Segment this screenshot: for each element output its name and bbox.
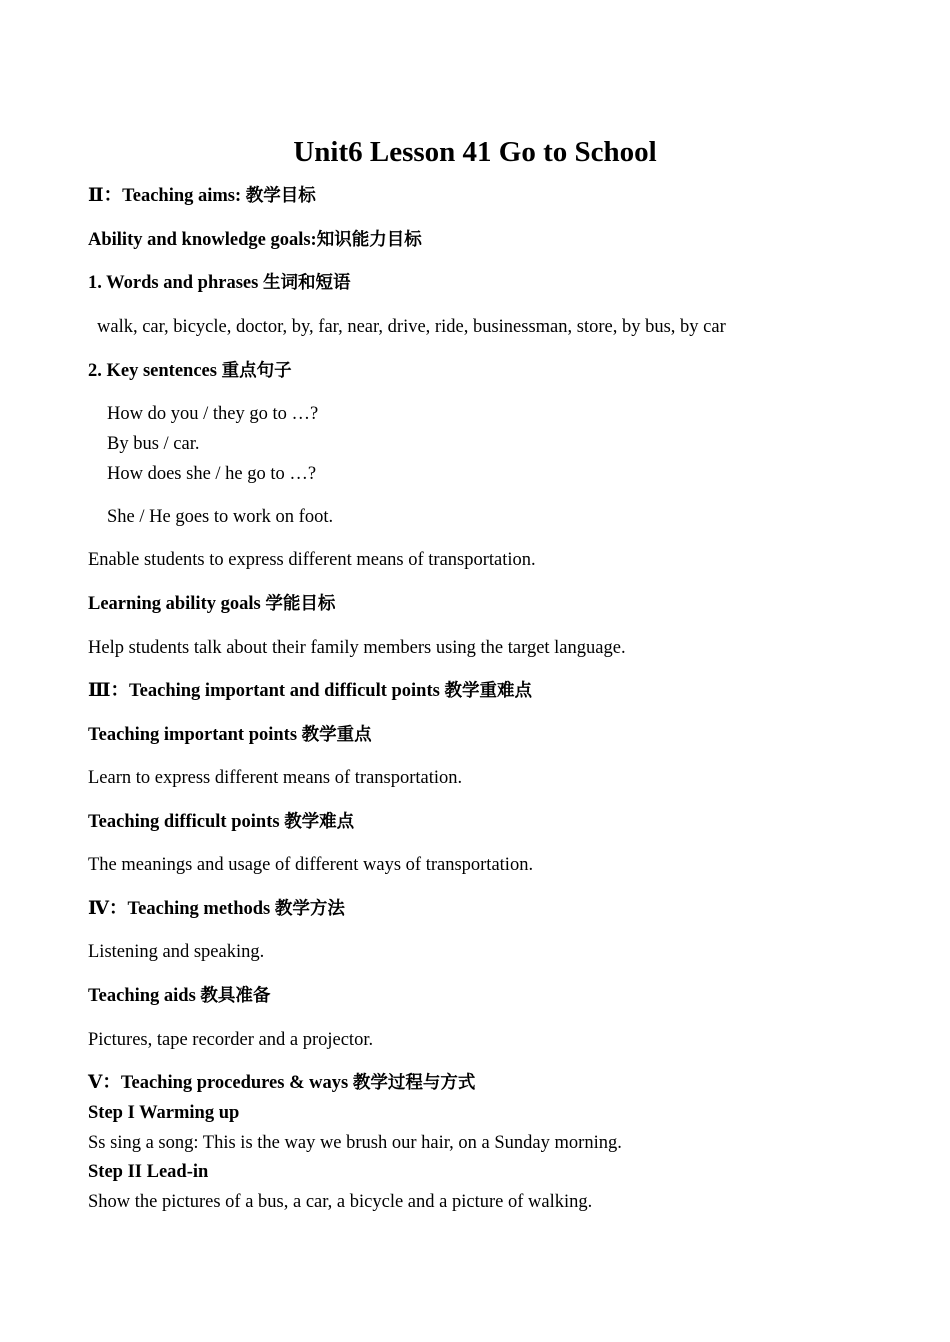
- heading-chinese: 学能目标: [265, 594, 336, 614]
- heading-chinese: 教学方法: [274, 899, 345, 919]
- heading-chinese: 重点句子: [221, 361, 292, 381]
- learning-paragraph: Help students talk about their family members using the target language.: [88, 638, 626, 658]
- heading-learning-goals: [88, 593, 335, 615]
- section-number: Ⅲ：: [88, 681, 130, 701]
- heading-label: Teaching aims:: [122, 186, 246, 206]
- heading-chinese: 知识能力目标: [316, 230, 422, 250]
- document-title: Unit6 Lesson 41 Go to School: [293, 136, 657, 168]
- words-list: walk, car, bicycle, doctor, by, far, near, drive, ride, businessman, store, by bus, by car: [97, 317, 726, 337]
- key-sentence-3: How does she / he go to …?: [107, 464, 317, 484]
- heading-chinese: 教学重点: [301, 725, 372, 745]
- heading-label: Teaching important and difficult points: [129, 681, 445, 701]
- enable-paragraph: Enable students to express different means of transportation.: [88, 550, 536, 570]
- heading-chinese: 生词和短语: [262, 273, 351, 293]
- heading-label: Learning ability goals: [88, 594, 266, 614]
- step-2-heading: Step II Lead-in: [88, 1162, 209, 1182]
- heading-label: 1. Words and phrases: [88, 273, 263, 293]
- heading-chinese: 教学重难点: [444, 681, 532, 701]
- section-number: Ⅱ：: [88, 186, 123, 206]
- step-2-paragraph: Show the pictures of a bus, a car, a bicycle and a picture of walking.: [88, 1192, 593, 1212]
- heading-label: Teaching difficult points: [88, 812, 285, 832]
- methods-paragraph: Listening and speaking.: [88, 942, 265, 962]
- heading-words-phrases: [88, 272, 350, 294]
- heading-label: 2. Key sentences: [88, 361, 222, 381]
- important-paragraph: Learn to express different means of transportation.: [88, 768, 463, 788]
- heading-important-difficult: [88, 680, 532, 702]
- heading-difficult-points: [88, 811, 354, 833]
- heading-label: Teaching procedures & ways: [120, 1073, 353, 1093]
- heading-chinese: 教学目标: [245, 186, 316, 206]
- step-1-heading: Step I Warming up: [88, 1103, 240, 1123]
- heading-key-sentences: [88, 360, 292, 382]
- difficult-paragraph: The meanings and usage of different ways of transportation.: [88, 855, 534, 875]
- heading-label: Teaching important points: [88, 725, 302, 745]
- heading-label: Ability and knowledge goals:: [88, 230, 317, 250]
- heading-label: Teaching aids: [88, 986, 201, 1006]
- heading-teaching-procedures: [88, 1072, 475, 1094]
- key-sentence-2: By bus / car.: [107, 434, 200, 454]
- heading-chinese: 教学难点: [284, 812, 355, 832]
- heading-teaching-aims: [88, 185, 316, 207]
- heading-chinese: 教具准备: [200, 986, 271, 1006]
- heading-teaching-aids: [88, 985, 270, 1007]
- step-1-paragraph: Ss sing a song: This is the way we brush our hair, on a Sunday morning.: [88, 1133, 622, 1153]
- heading-important-points: [88, 724, 372, 746]
- section-number: Ⅳ：: [88, 899, 128, 919]
- heading-chinese: 教学过程与方式: [352, 1073, 476, 1093]
- aids-paragraph: Pictures, tape recorder and a projector.: [88, 1030, 374, 1050]
- section-number: Ⅴ：: [88, 1073, 121, 1093]
- heading-teaching-methods: [88, 898, 345, 920]
- key-sentence-4: She / He goes to work on foot.: [107, 507, 334, 527]
- heading-label: Teaching methods: [127, 899, 275, 919]
- key-sentence-1: How do you / they go to …?: [107, 404, 319, 424]
- heading-ability-goals: [88, 229, 422, 251]
